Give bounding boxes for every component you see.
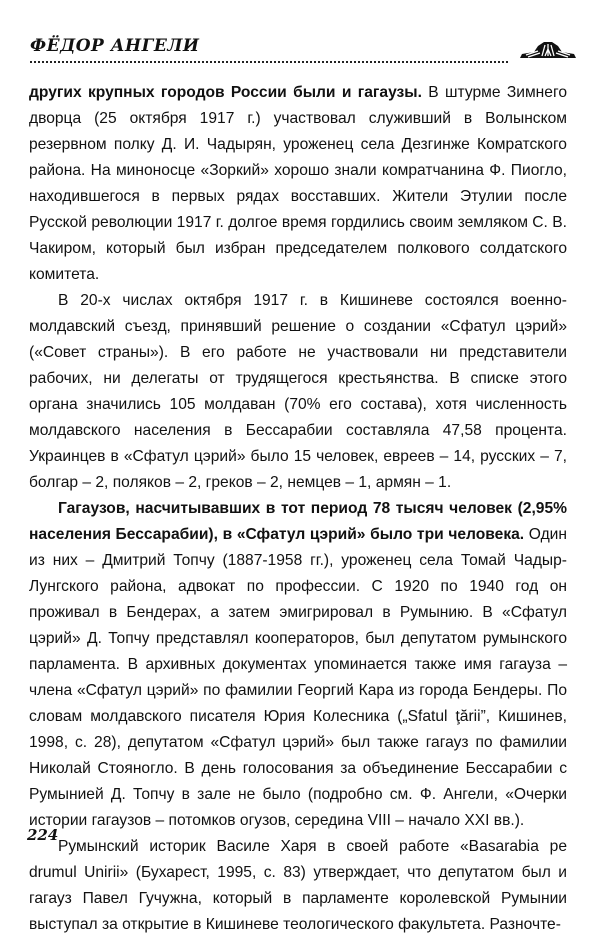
bold-span: Гагаузов, насчитывавших в тот период 78 тысяч человек (2,95% населения Бессарабии), в «Сфатул цэрий» было три человека.: [29, 500, 567, 543]
bold-span: других крупных городов России были и гагаузы.: [29, 84, 422, 101]
paragraph: [29, 80, 567, 288]
paragraph: [29, 496, 567, 834]
text-span: Один из них – Дмитрий Топчу (1887-1958 гг.), уроженец села Томай Чадыр-Лунгского района, адвокат по профессии. С 1920 по 1940 год он проживал в Бендерах, а затем эмигрировал в Румынию. В «Сфатул цэрий» Д. Топчу представлял кооператоров, был депутатом румынского парламента. В архивных документах упоминается также имя гагауза – члена «Сфатул цэрий» по фамилии Георгий Кара из города Бендеры. По словам молдавского писателя Юрия Колесника („Sfatul ţării”, Кишинев, 1998, с. 28), депутатом «Сфатул цэрий» был также гагауз по фамилии Николай Стояногло. В день голосования за объединение Бессарабии с Румынией Д. Топчу в зале не было (подробно см. Ф. Ангели, «Очерки истории гагаузов – потомков огузов, середина VIII – начало XXI вв.).: [29, 526, 567, 829]
header-rule-divider: [30, 61, 508, 63]
text-span: В штурме Зимнего дворца (25 октября 1917 г.) участвовал служивший в Волынском резервном полку Д. И. Чадырян, уроженец села Дезгинже Комратского района. На миноносце «Зоркий» хорошо знали комратчанина Ф. Пиогло, находившегося в первых рядах восставших. Жители Этулии после Русской революции 1917 г. долгое время гордились своим земляком С. В. Чакиром, который был избран председателем полкового солдатского комитета.: [29, 84, 567, 283]
body-text: [29, 80, 567, 938]
decorative-fan-ornament-icon: [518, 40, 578, 60]
text-span: Румынский историк Василе Харя в своей работе «Basarabia pe drumul Unirii» (Бухарест, 1995, с. 83) утверждает, что депутатом был и гагауз Павел Гучужна, который в парламенте королевской Румынии выступал за открытие в Кишиневе теологического факультета. Разночте-: [29, 838, 567, 933]
paragraph: [29, 834, 567, 938]
paragraph: [29, 288, 567, 496]
page-number: 224: [27, 826, 59, 844]
running-head-author: ФЁДОР АНГЕЛИ: [30, 36, 200, 56]
text-span: В 20-х числах октября 1917 г. в Кишиневе состоялся военно-молдавский съезд, принявший решение о создании «Сфатул цэрий» («Совет страны»). В его работе не участвовали ни представители рабочих, ни делегаты от трудящегося крестьянства. В списке этого органа значились 105 молдаван (70% его состава), хотя численность молдавского населения в Бессарабии составляла 47,58 процента. Украинцев в «Сфатул цэрий» было 15 человек, евреев – 14, русских – 7, болгар – 2, поляков – 2, греков – 2, немцев – 1, армян – 1.: [29, 292, 567, 491]
